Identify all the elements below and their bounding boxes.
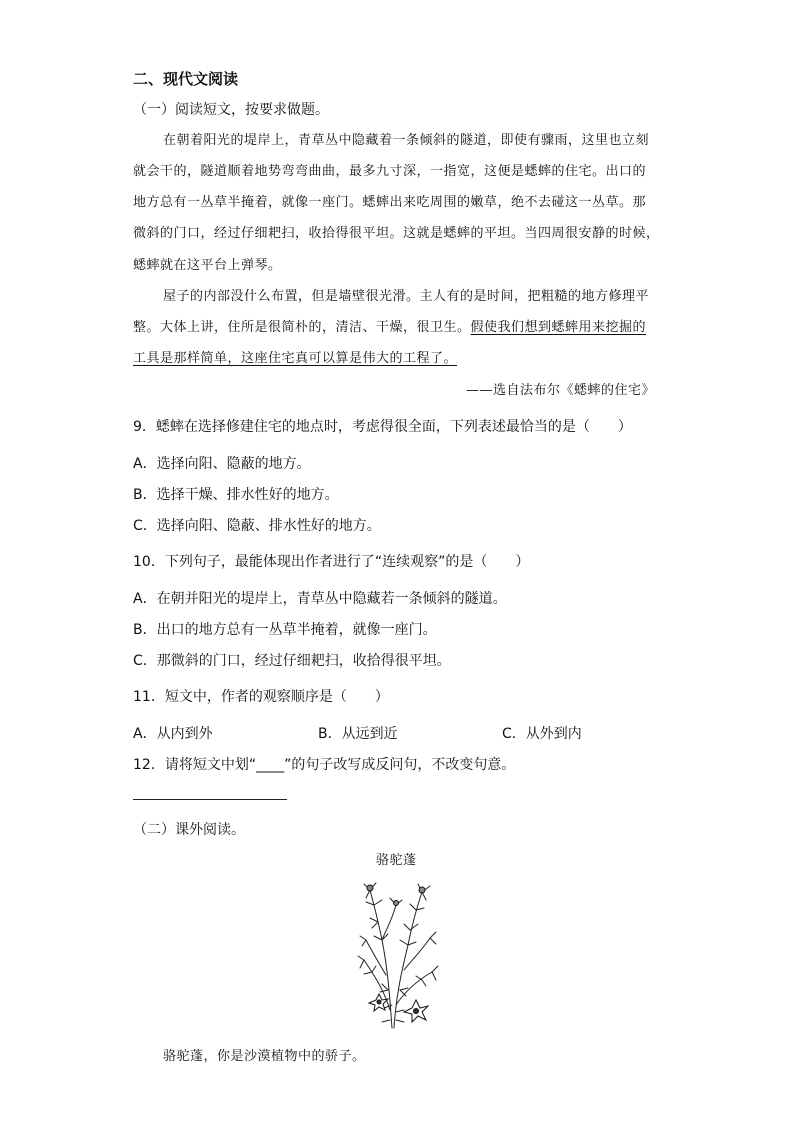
part2-instruction: （二）课外阅读。 xyxy=(133,822,245,838)
question-stem: 9．蟋蟀在选择修建住宅的地点时，考虑得很全面，下列表述最恰当的是（ ） xyxy=(133,419,632,435)
plant-illustration-icon xyxy=(352,880,442,1030)
passage-line: 微斜的门口，经过仔细耙扫，收拾得很平坦。这就是蟋蟀的平坦。当四周很安静的时候， xyxy=(133,226,660,241)
question-option: B．从远到近 xyxy=(318,726,398,742)
question-stem: 10．下列句子，最能体现出作者进行了“连续观察”的是（ ） xyxy=(133,554,530,570)
passage-line: 蟋蟀就在这平台上弹琴。 xyxy=(133,258,282,273)
part1-instruction: （一）阅读短文，按要求做题。 xyxy=(133,102,329,118)
question-option: B．出口的地方总有一丛草半掩着，就像一座门。 xyxy=(133,622,437,638)
section-title: 二、现代文阅读 xyxy=(133,70,239,88)
question-option: A．选择向阳、隐蔽的地方。 xyxy=(133,456,311,472)
question-stem: 11．短文中，作者的观察顺序是（ ） xyxy=(133,689,389,705)
question-option: A．在朝并阳光的堤岸上，青草丛中隐藏若一条倾斜的隧道。 xyxy=(133,591,507,607)
part2-title: 骆驼蓬 xyxy=(376,853,417,868)
question-option: C．从外到内 xyxy=(502,726,582,742)
passage-line xyxy=(133,316,646,335)
underlined-sentence: 工具是那样简单，这座住宅真可以算是伟大的工程了。 xyxy=(133,351,458,366)
underlined-sentence: 假使我们想到蟋蟀用来挖掘的 xyxy=(470,320,647,335)
question-option: B．选择干燥、排水性好的地方。 xyxy=(133,487,339,503)
question-stem: 12．请将短文中划“____”的句子改写成反问句，不改变句意。 xyxy=(133,757,516,773)
passage-source: ——选自法布尔《蟋蟀的住宅》 xyxy=(466,383,656,398)
part2-first-line: 骆驼蓬，你是沙漠植物中的骄子。 xyxy=(163,1049,366,1064)
answer-line[interactable] xyxy=(133,799,287,800)
passage-text: 整。大体上讲，住所是很简朴的，清洁、干燥，很卫生。 xyxy=(133,320,471,335)
passage-line: 在朝着阳光的堤岸上，青草丛中隐藏着一条倾斜的隧道，即使有骤雨，这里也立刻 xyxy=(163,133,650,148)
passage-line: 就会干的，隧道顺着地势弯弯曲曲，最多九寸深，一指宽，这便是蟋蟀的住宅。出口的 xyxy=(133,164,647,179)
passage-line: 屋子的内部没什么布置，但是墙壁很光滑。主人有的是时间，把粗糙的地方修理平 xyxy=(163,289,650,304)
question-option: A．从内到外 xyxy=(133,726,213,742)
question-option: C．选择向阳、隐蔽、排水性好的地方。 xyxy=(133,518,381,534)
question-option: C．那微斜的门口，经过仔细耙扫，收拾得很平坦。 xyxy=(133,653,451,669)
passage-line: 地方总有一丛草半掩着，就像一座门。蟋蟀出来吃周围的嫩草，绝不去碰这一丛草。那 xyxy=(133,195,647,210)
